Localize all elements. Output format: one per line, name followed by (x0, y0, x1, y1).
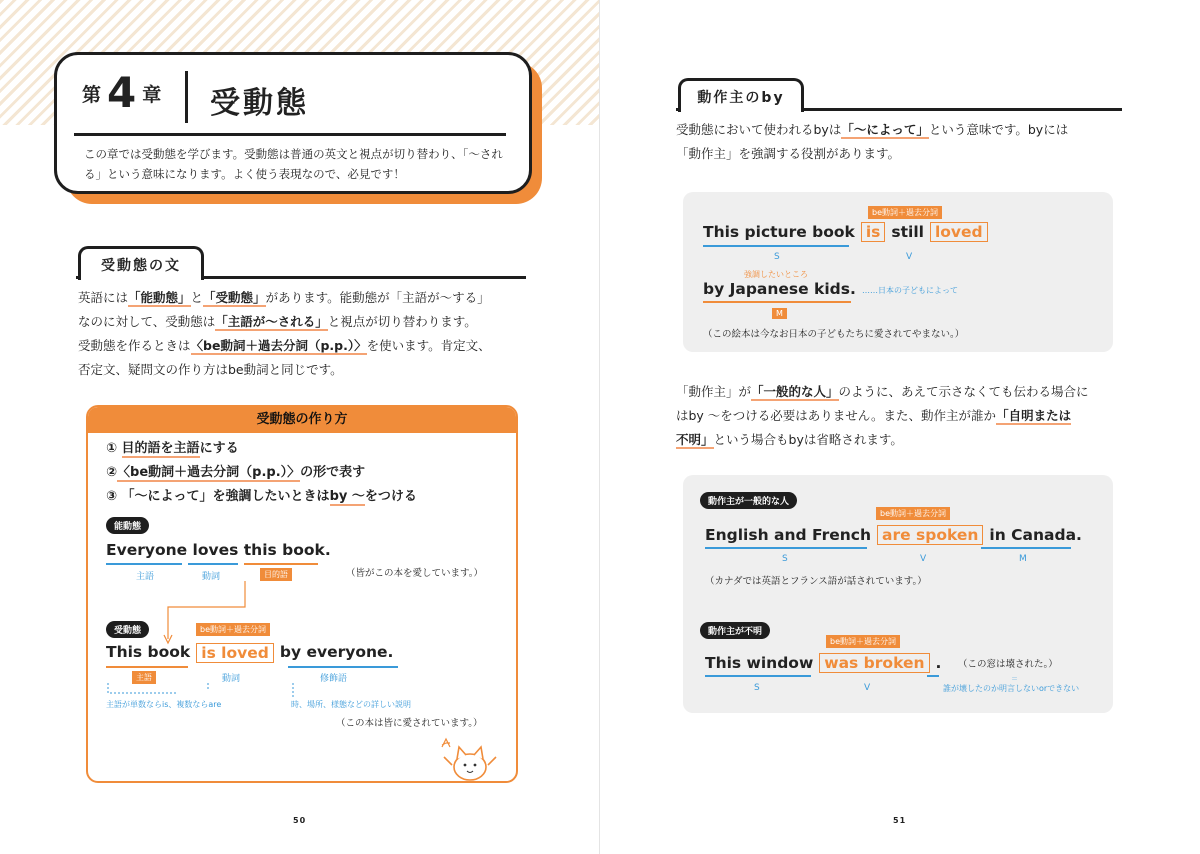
ex2-unknown-note: 誰が壊したのか明言しないorできない (943, 684, 1080, 693)
right-paragraph-1: 受動態において使われるbyは「～によって」という意味です。byには 「動作主」を強調する役割があります。 (676, 122, 1069, 161)
ex2-subject-underline-1 (705, 547, 867, 549)
active-object-label: 目的語 (260, 568, 292, 581)
active-sentence: Everyone loves this book. (106, 541, 331, 559)
how-to-panel (86, 405, 518, 783)
ex1-v-label: V (906, 252, 913, 262)
ex2-equals: ＝ (1011, 675, 1018, 683)
page-number-left: 50 (293, 816, 307, 825)
ex2-m-label-1: M (1019, 554, 1027, 564)
ex2-period-underline (927, 675, 939, 677)
passive-subject-text: This book (106, 643, 191, 661)
passive-subject-label: 主語 (132, 671, 156, 684)
active-subject-label: 主語 (136, 572, 155, 582)
verb-underline (188, 563, 238, 565)
ex1-by-phrase: by Japanese kids. (703, 280, 856, 298)
active-translation: （皆がこの本を愛しています。） (346, 568, 483, 579)
active-verb-label: 動詞 (202, 572, 221, 582)
ex1-translation: （この絵本は今なお日本の子どもたちに愛されてやまない。） (703, 329, 965, 340)
ex1-sentence: This picture book is still loved (703, 222, 988, 242)
panel-title: 受動態の作り方 (88, 407, 516, 433)
chapter-rule (74, 133, 506, 136)
ex1-by-underline (703, 301, 851, 303)
passive-voice-pill: 受動態 (106, 621, 149, 638)
step-1: ① 目的語を主語にする (106, 441, 239, 456)
ex2-sentence-2: This window was broken . (705, 654, 942, 672)
ex1-s-label: S (774, 252, 780, 262)
chapter-title: 受動態 (210, 86, 309, 121)
object-to-subject-arrow (158, 579, 258, 649)
passive-translation: （この本は皆に愛されています。） (336, 718, 483, 729)
chapter-divider (185, 71, 188, 123)
cat-mascot-icon (438, 737, 502, 781)
ex1-m-label: M (772, 308, 787, 319)
active-voice-pill: 能動態 (106, 517, 149, 534)
ex2-sentence-1: English and French are spoken in Canada. (705, 526, 1082, 544)
step-2: ②〈be動詞＋過去分詞（p.p.）〉の形で表す (106, 465, 366, 480)
step-3: ③ 「～によって」を強調したいときはby ～をつける (106, 489, 417, 504)
ex2-form-tag-1: be動詞＋過去分詞 (876, 507, 950, 520)
chapter-label-post: 章 (142, 83, 162, 106)
chapter-number-value: 4 (107, 68, 137, 117)
object-underline (244, 563, 318, 565)
chapter-description: この章では受動態を学びます。受動態は普通の英文と視点が切り替わり、「～される」という意味になります。よく使う表現なので、必見です！ (84, 147, 503, 181)
left-paragraph: 英語には「能動態」と「受動態」があります。能動態が「主語が～する」 なのに対して、受動態は「主語が～される」と視点が切り替わります。 受動態を作るときは〈be動詞＋過去分詞（p.p.）〉を使います。肯定文、 否定文、疑問文の作り方はbe動詞と同じです。 (78, 290, 491, 377)
chapter-label-pre: 第 (82, 83, 102, 106)
keyword-active: 「能動態」 (128, 290, 191, 305)
ex2-modifier-underline-1 (981, 547, 1071, 549)
ex1-subject-underline (703, 245, 849, 247)
ex2-subject-underline-2 (705, 675, 811, 677)
passive-verb-label: 動詞 (222, 674, 241, 684)
section-heading: 受動態の文 (78, 246, 204, 280)
ex2-s-label-1: S (782, 554, 788, 564)
keyword-passive: 「受動態」 (203, 290, 266, 305)
right-paragraph-2: 「動作主」が「一般的な人」のように、あえて示さなくても伝わる場合に はby ～をつける必要はありません。また、動作主が誰か「自明または 不明」という場合もbyは省略されます。 (676, 384, 1089, 447)
ex2-v-label-2: V (864, 683, 871, 693)
ex2-form-tag-2: be動詞＋過去分詞 (826, 635, 900, 648)
modifier-note: 時、場所、様態などの詳しい説明 (291, 700, 411, 709)
ex2-v-label-1: V (920, 554, 927, 564)
ex1-by-note: ……日本の子どもによって (862, 286, 958, 295)
general-agent-pill: 動作主が一般的な人 (700, 492, 797, 509)
ex2-s-label-2: S (754, 683, 760, 693)
passive-modifier-underline (288, 666, 398, 668)
ex2-translation-2: （この窓は壊された。） (958, 659, 1058, 670)
passive-modifier-text: by everyone. (279, 643, 394, 661)
ex2-translation-1: （カナダでは英語とフランス語が話されています。） (705, 576, 927, 587)
unknown-agent-pill: 動作主が不明 (700, 622, 770, 639)
passive-subject-underline (106, 666, 188, 668)
passive-form-tag: be動詞＋過去分詞 (196, 623, 270, 636)
section-heading-right: 動作主のby (678, 78, 804, 112)
passive-sentence (106, 643, 393, 663)
subject-note: 主語が単数ならis、複数ならare (106, 700, 222, 709)
subject-underline (106, 563, 182, 565)
page-number-right: 51 (893, 816, 907, 825)
passive-verb-text: is loved (196, 643, 274, 663)
passive-modifier-label: 修飾語 (320, 674, 348, 684)
chapter-number (82, 68, 162, 117)
ex1-form-tag: be動詞＋過去分詞 (868, 206, 942, 219)
page-spine (599, 0, 600, 854)
ex1-emphasis-note: 強調したいところ (744, 270, 808, 279)
